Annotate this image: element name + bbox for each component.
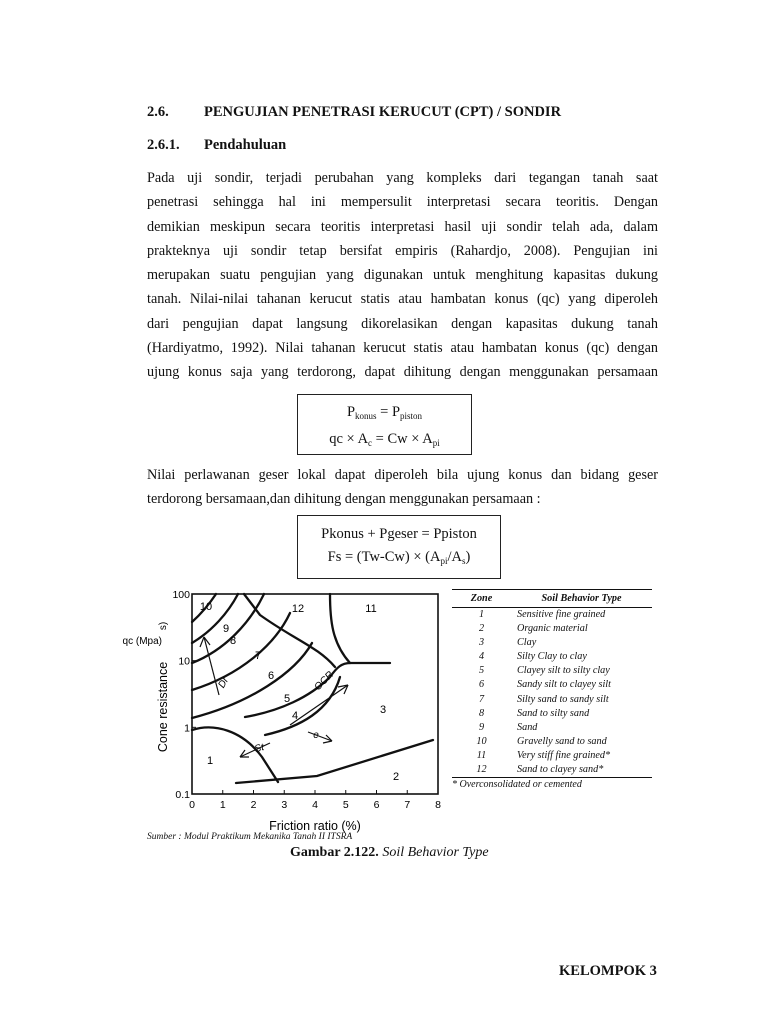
caption-text: Soil Behavior Type (382, 845, 489, 860)
zone-number: 11 (476, 749, 487, 761)
soil-type: Clay (517, 637, 537, 649)
x-tick-label: 4 (312, 799, 318, 811)
soil-type: Silty Clay to clay (517, 651, 587, 663)
table-row (452, 664, 652, 678)
arrow-label: e (313, 730, 319, 741)
x-tick-label: 8 (435, 799, 441, 811)
zone-number: 2 (478, 623, 485, 635)
zone-label: 6 (267, 670, 275, 682)
zone-number: 12 (476, 764, 487, 776)
table-row (452, 763, 652, 778)
zone-label: 5 (283, 693, 291, 705)
zone-label: 8 (229, 635, 237, 647)
soil-type: Gravelly sand to sand (517, 735, 607, 747)
arrow-e (308, 732, 332, 741)
soil-type: Sand (517, 721, 538, 733)
y-tick-label: 1 (184, 722, 190, 735)
y-axis-label: Cone resistance (156, 661, 170, 753)
soil-type: Very stiff fine grained* (517, 749, 611, 761)
paragraph-friction (147, 463, 658, 512)
equation-line: Pkonus + Pgeser = Ppiston (321, 526, 477, 542)
table-header-type: Soil Behavior Type (541, 593, 622, 604)
equation-line: $P_{konus} = P_{piston}$ (346, 404, 423, 421)
x-tick-label: 6 (373, 799, 380, 811)
equation-box-cone (297, 394, 472, 455)
soil-type: Sand to silty sand (517, 707, 590, 719)
paragraph-line: (Hardiyatmo, 1992). Nilai tahanan kerucut statis atau hambatan konus (qc) dengan (147, 340, 658, 357)
paragraph-line: dari pengujian dapat langsung dikorelasikan dengan kapasitas dukung tanah (147, 315, 658, 332)
arrow-label: OCR (312, 669, 336, 693)
zone-number: 10 (476, 735, 487, 747)
zone-label: 11 (365, 603, 377, 615)
table-row (452, 608, 652, 623)
arrows (200, 637, 348, 757)
paragraph-line: ujung konus saja yang terdorong, dapat dihitung dengan menggunakan persamaan (147, 364, 658, 381)
section-title: PENGUJIAN PENETRASI KERUCUT (CPT) / SONDIR (204, 104, 562, 120)
paragraph-line: Nilai perlawanan geser lokal dapat diperoleh bila ujung konus dan bidang geser (147, 467, 658, 483)
table-row (452, 622, 652, 636)
x-tick-label: 3 (281, 799, 288, 811)
zone-label: 2 (392, 771, 400, 783)
zone-number: 6 (478, 679, 485, 691)
figure-source: Sumber : Modul Praktikum Mekanika Tanah II ITSRA (147, 832, 353, 842)
equation-box-friction (297, 515, 501, 579)
table-footnote: * Overconsolidated or cemented (452, 779, 582, 791)
soil-behavior-chart (122, 585, 450, 835)
zone-label: 9 (222, 623, 230, 635)
arrow-label: St (253, 742, 266, 756)
arrow-dr (204, 637, 219, 695)
table-header-zone: Zone (470, 593, 493, 604)
soil-type: Silty sand to sandy silt (517, 693, 609, 705)
equation-line: $Fs = (Tw-Cw) \times (A_{pi}/A_s)$ (327, 549, 471, 566)
soil-type: Sandy silt to clayey silt (517, 679, 611, 691)
table-row (452, 678, 652, 692)
zone-number: 9 (478, 721, 485, 733)
table-row (452, 721, 652, 735)
sbt-table-body (452, 608, 652, 778)
boundary-11-12 (330, 594, 350, 663)
equation-line: qc × $A_c = Cw \times A_{pi}$ (329, 431, 440, 448)
zone-label: 10 (199, 601, 213, 613)
soil-type: Sand to clayey sand* (517, 764, 604, 776)
y-axis-unit-fragment: s) (158, 621, 169, 631)
paragraph-line: prakteknya uji sondir tetap bersifat empiris (Rahardjo, 2008). Pengujian ini (147, 242, 658, 259)
sbt-table (452, 589, 652, 778)
y-tick-label: 100 (172, 589, 190, 601)
zone-label: 4 (291, 710, 299, 722)
sbt-table-wrapper (452, 589, 652, 790)
table-row (452, 707, 652, 721)
soil-type: Sensitive fine grained (517, 609, 606, 620)
zone-number: 3 (478, 637, 485, 649)
figure-caption (290, 845, 489, 861)
zone-number: 4 (478, 651, 485, 663)
caption-label: Gambar 2.122. (290, 845, 379, 860)
paragraph-line: Pada uji sondir, terjadi perubahan yang kompleks dari tegangan tanah saat (147, 170, 658, 186)
paragraph-line: tanah. Nilai-nilai tahanan kerucut statis atau hambatan konus (qc) yang diperoleh (147, 291, 658, 308)
paragraph-line: penetrasi sehingga hal ini mempersulit interpretasi secara teoritis. Dengan (147, 194, 658, 211)
table-row (452, 693, 652, 707)
zone-label: 1 (206, 755, 214, 767)
x-axis-label: Friction ratio (%) (269, 819, 361, 833)
x-tick-label: 0 (189, 799, 195, 811)
soil-type: Clayey silt to silty clay (517, 665, 610, 677)
x-tick-label: 7 (404, 799, 411, 811)
footer-group-label: KELOMPOK 3 (559, 963, 657, 979)
y-tick-label: 0.1 (175, 789, 190, 801)
zone-number: 1 (478, 609, 485, 620)
table-row (452, 636, 652, 650)
boundary-zone4 (265, 677, 340, 735)
paragraph-line: demikian meskipun secara teoritis interpretasi hasil uji sondir telah ada, dalam (147, 218, 658, 235)
zone-number: 7 (478, 693, 485, 705)
paragraph-line: terdorong bersamaan,dan dihitung dengan menggunakan persamaan : (147, 491, 541, 508)
x-tick-label: 2 (250, 799, 257, 811)
paragraph-line: merupakan suatu pengujian yang digunakan untuk menghitung kapasitas dukung (147, 267, 658, 284)
zone-label: 3 (379, 704, 387, 716)
x-tick-label: 5 (342, 799, 349, 811)
zone-label: 12 (291, 603, 305, 615)
y-axis-unit: qc (Mpa) (122, 636, 162, 647)
y-tick-label: 10 (178, 655, 190, 668)
table-row (452, 735, 652, 749)
table-row (452, 650, 652, 664)
x-tick-label: 1 (219, 799, 226, 811)
section-number: 2.6. (147, 104, 169, 120)
table-row (452, 749, 652, 763)
zone-number: 8 (478, 707, 485, 719)
zone-number: 5 (478, 665, 485, 677)
soil-type: Organic material (517, 623, 588, 635)
arrow-label: Dr (216, 675, 232, 691)
subsection-title: Pendahuluan (204, 137, 287, 153)
paragraph-intro (147, 166, 658, 385)
subsection-number: 2.6.1. (147, 137, 180, 153)
zone-label: 7 (254, 650, 262, 662)
